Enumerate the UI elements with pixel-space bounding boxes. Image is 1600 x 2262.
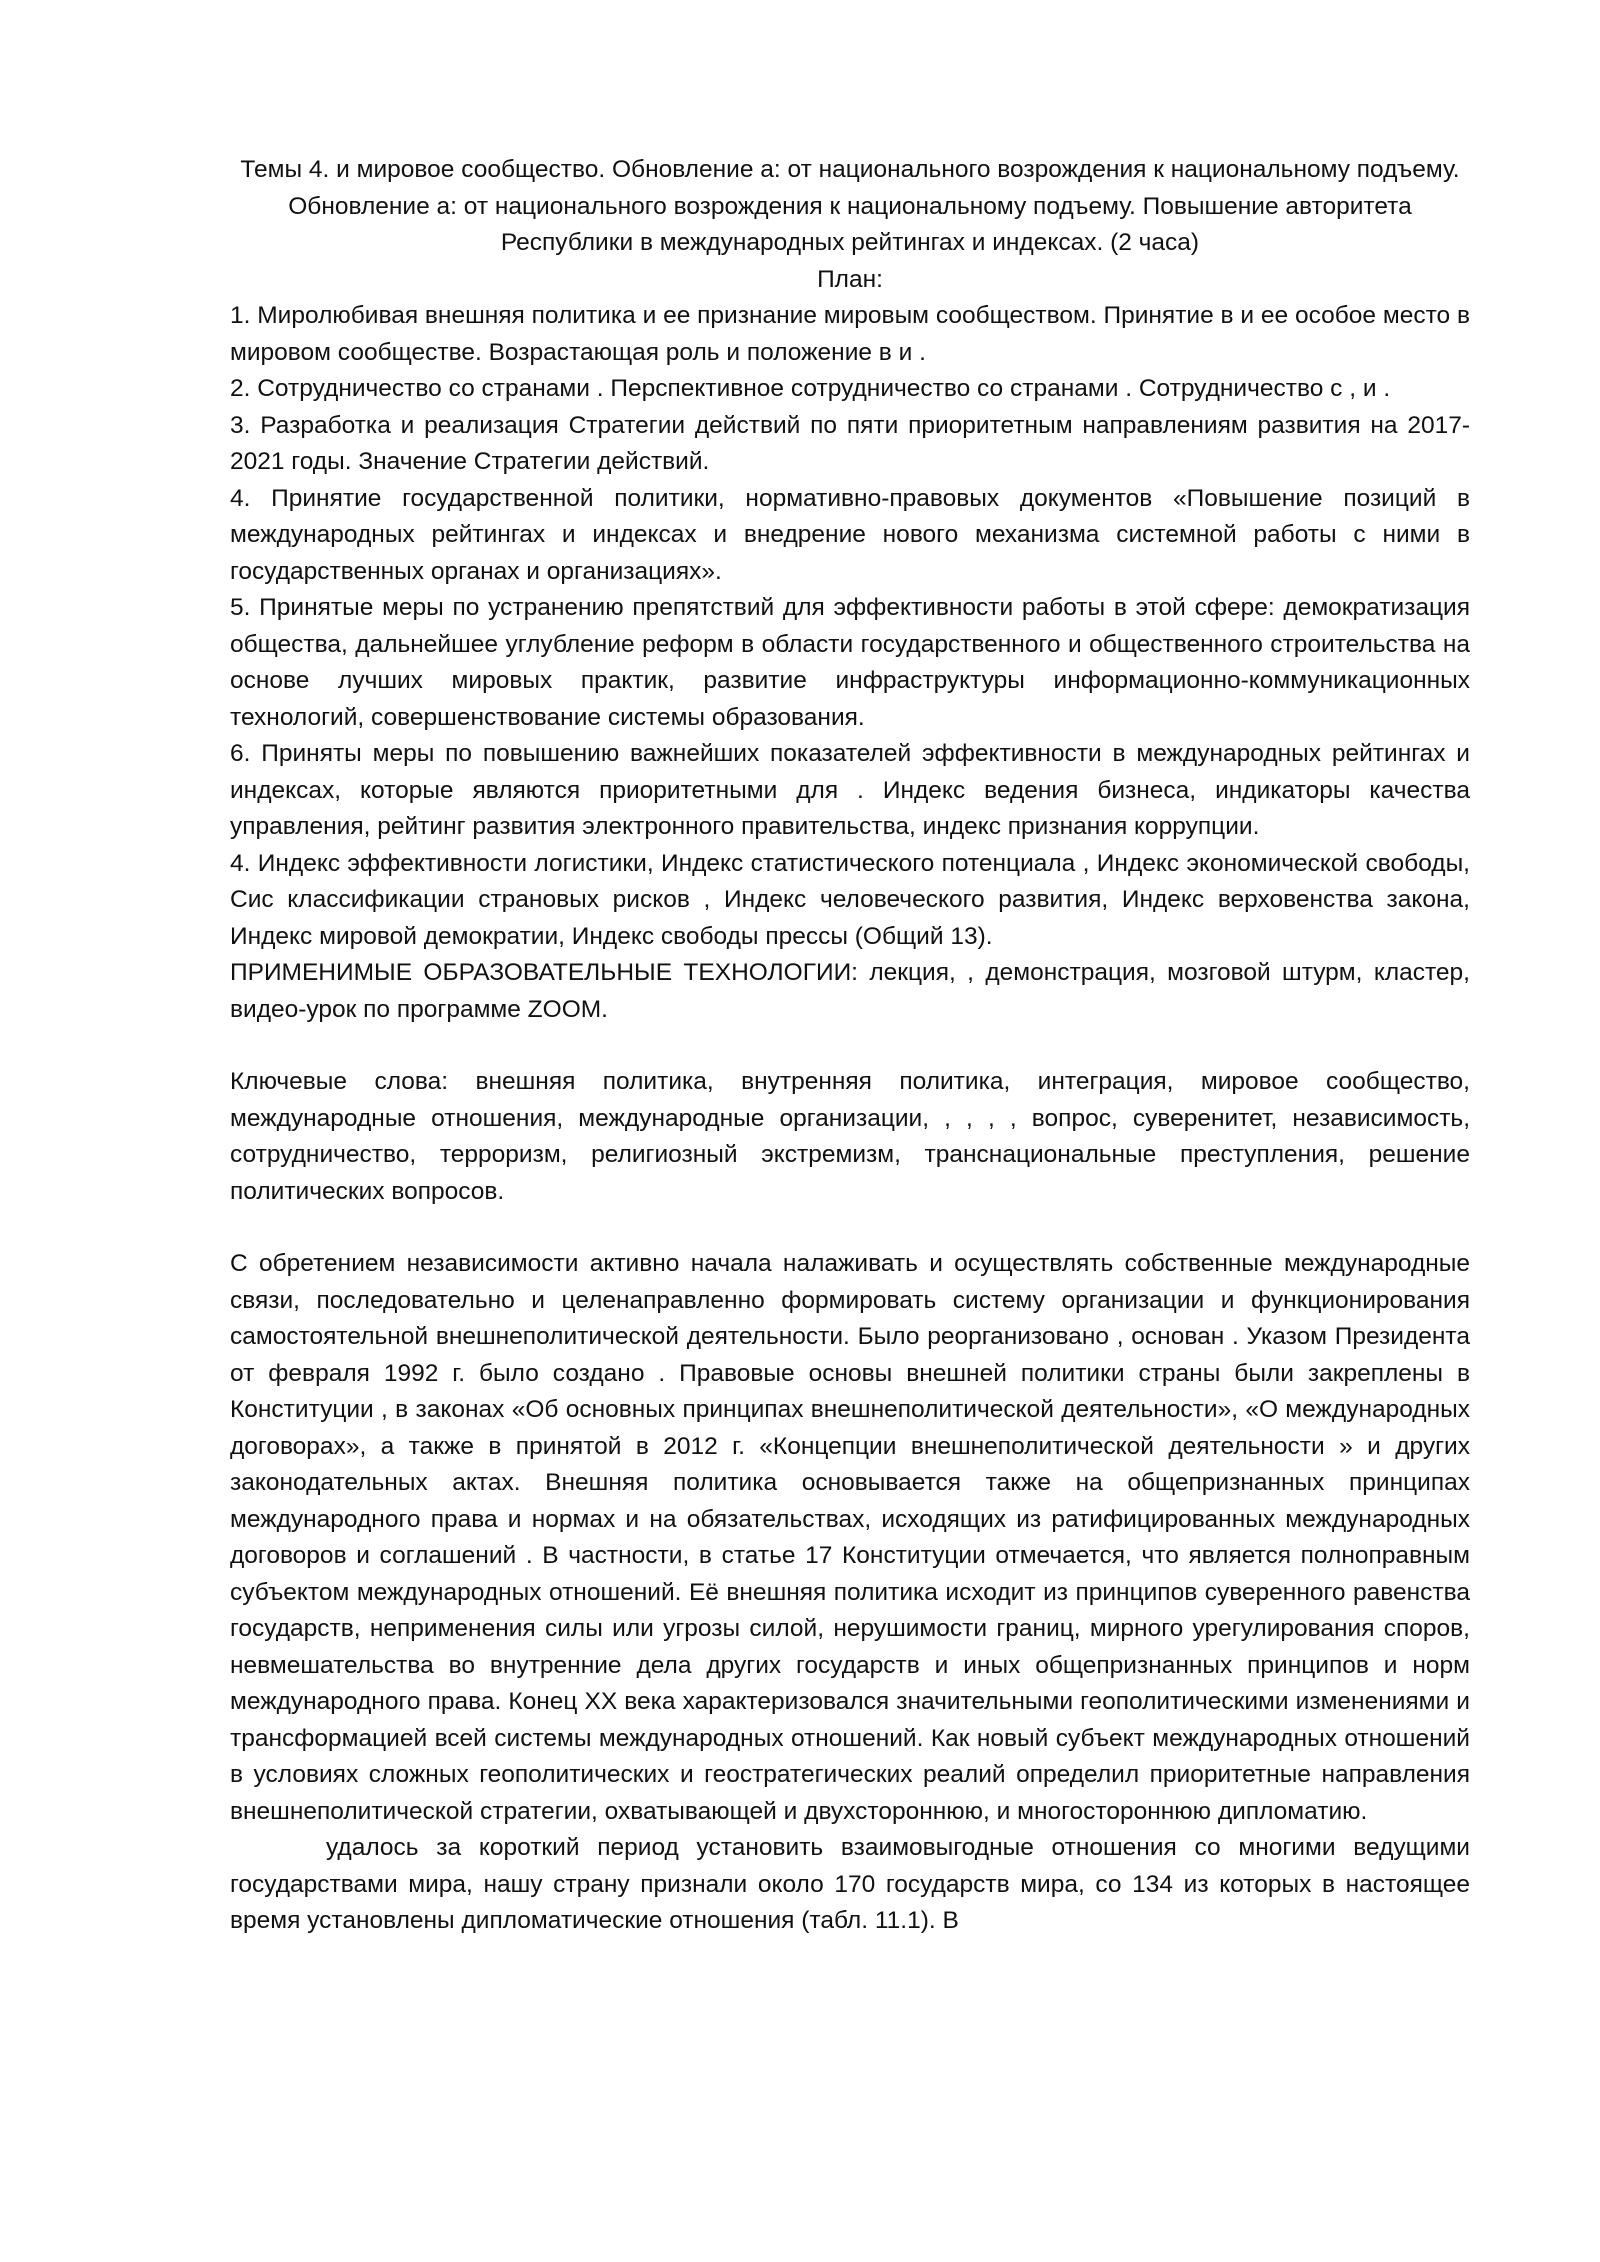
document-page (230, 152, 1470, 1940)
document-title: Темы 4. и мировое сообщество. Обновление а: от национального возрождения к национальному подъему. Обновление а: от национального возрождения к национальному подъему. Повышение авторитета Республики в международных рейтингах и индексах. (2 часа) (240, 156, 1460, 256)
technologies: ПРИМЕНИМЫЕ ОБРАЗОВАТЕЛЬНЫЕ ТЕХНОЛОГИИ: лекция, , демонстрация, мозговой штурм, кластер, видео-урок по программе ZOOM. (230, 959, 1470, 1023)
spacer (230, 1210, 1470, 1246)
plan-item-3: 3. Разработка и реализация Стратегии действий по пяти приоритетным направлениям развития на 2017-2021 годы. Значение Стратегии действий. (230, 411, 1470, 475)
plan-item-2: 2. Сотрудничество со странами . Перспективное сотрудничество со странами . Сотрудничество с , и . (230, 375, 1391, 402)
plan-item-6: 6. Приняты меры по повышению важнейших показателей эффективности в международных рейтингах и индексах, которые являются приоритетными для . Индекс ведения бизнеса, индикаторы качества управления, рейтинг развития электронного правительства, индекс признания коррупции. (230, 740, 1470, 840)
plan-item-7: 4. Индекс эффективности логистики, Индекс статистического потенциала , Индекс экономической свободы, Сис классификации страновых рисков , Индекс человеческого развития, Индекс верховенства закона, Индекс мировой демократии, Индекс свободы прессы (Общий 13). (230, 849, 1470, 950)
spacer (230, 1028, 1470, 1064)
plan-item-1: 1. Миролюбивая внешняя политика и ее признание мировым сообществом. Принятие в и ее особое место в мировом сообществе. Возрастающая роль и положение в и . (230, 302, 1470, 366)
plan-item-5: 5. Принятые меры по устранению препятствий для эффективности работы в этой сфере: демократизация общества, дальнейшее углубление реформ в области государственного и общественного строительства на основе лучших мировых практик, развитие инфраструктуры информационно-коммуникационных технологий, совершенствование системы образования. (230, 594, 1470, 731)
body-paragraph-2: удалось за короткий период установить взаимовыгодные отношения со многими ведущими государствами мира, нашу страну признали около 170 государств мира, со 134 из которых в настоящее время установлены дипломатические отношения (табл. 11.1). В (230, 1834, 1470, 1934)
plan-item-4: 4. Принятие государственной политики, нормативно-правовых документов «Повышение позиций в международных рейтингах и индексах и внедрение нового механизма системной работы с ними в государственных органах и организациях». (230, 484, 1470, 585)
keywords: Ключевые слова: внешняя политика, внутренняя политика, интеграция, мировое сообщество, международные отношения, международные организации, , , , , вопрос, суверенитет, независимость, сотрудничество, терроризм, религиозный экстремизм, транснациональные преступления, решение политических вопросов. (230, 1068, 1470, 1205)
plan-heading: План: (817, 265, 883, 293)
body-paragraph-1: С обретением независимости активно начала налаживать и осуществлять собственные международные связи, последовательно и целенаправленно формировать систему организации и функционирования самостоятельной внешнеполитической деятельности. Было реорганизовано , основан . Указом Президента от февраля 1992 г. было создано . Правовые основы внешней политики страны были закреплены в Конституции , в законах «Об основных принципах внешнеполитической деятельности», «О международных договорах», а также в принятой в 2012 г. «Концепции внешнеполитической деятельности » и других законодательных актах. Внешняя политика основывается также на общепризнанных принципах международного права и нормах и на обязательствах, исходящих из ратифицированных международных договоров и соглашений . В частности, в статье 17 Конституции отмечается, что является полноправным субъектом международных отношений. Её внешняя политика исходит из принципов суверенного равенства государств, неприменения силы или угрозы силой, нерушимости границ, мирного урегулирования споров, невмешательства во внутренние дела других государств и иных общепризнанных принципов и норм международного права. Конец XX века характеризовался значительными геополитическими изменениями и трансформацией всей системы международных отношений. Как новый субъект международных отношений в условиях сложных геополитических и геостратегических реалий определил приоритетные направления внешнеполитической стратегии, охватывающей и двухстороннюю, и многостороннюю дипломатию. (230, 1250, 1470, 1825)
